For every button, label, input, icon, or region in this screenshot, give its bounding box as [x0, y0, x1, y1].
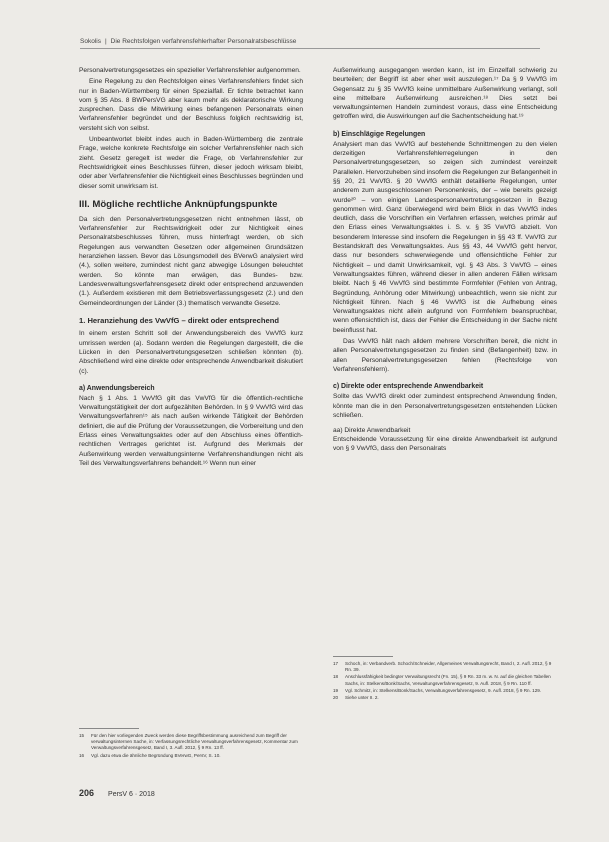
journal-issue: PersV 6 · 2018 — [108, 791, 155, 798]
footnote: 20 Siehe unter II. 2. — [333, 695, 379, 701]
footnote: 18 Anschlussfähigkeit bedingter Verwaltungsrecht (Fn. 15), § 9 Rn. 33 m. w. N. auf die gleichen Tabellen Sachs, in: Stelkens/Bonk/Sachs, Verwaltungsverfahrensgesetz, 9. Aufl. 2018, § 9 Rn. 110 ff. — [333, 674, 551, 686]
subsubsection-heading: a) Anwendungsbereich — [79, 384, 155, 392]
subsubsection-heading: b) Einschlägige Regelungen — [333, 130, 426, 138]
footnote: 16 Vgl. dazu etwa die ähnliche Begründung BVerwG, PersV, S. 10. — [79, 752, 221, 758]
paragraph: Entscheidende Voraussetzung für eine direkte Anwendbarkeit ist aufgrund von § 9 VwVfG, dass den Personalrats — [333, 436, 557, 453]
footnotes-left — [79, 722, 303, 760]
subsubsubsection-heading: aa) Direkte Anwendbarkeit — [333, 427, 411, 435]
footnote: 15 Für den hier vorliegenden Zweck werden diese Begriffsbestimmung ausreichend zum Begriff der verwaltungsinternen Sache, in: Verfassungsrechtliche Verwaltungsverfahrensgesetz, Kommentar zum Verwaltungsverfahrensgesetz, Band I, 3. Aufl. 2012, § 9 Rn. 13 ff. — [79, 733, 298, 751]
header-separator: | — [104, 38, 107, 45]
footnote: 17 Schoch, in: Verbandverb. Schoch/Schneider, Allgemeines Verwaltungsrecht, Band I, 2. Aufl. 2012, § 9 Rn. 39. — [333, 661, 552, 673]
paragraph: Analysiert man das VwVfG auf bestehende Schnittmengen zu den vielen derzeitigen Verfahrensfehlerregelungen in den Personalvertretungsgesetzen, so zeigen sich zumindest vereinzelt Parallelen. Hervorzuheben sind insofern die Regelungen zur Befangenheit in §§ 20, 21 VwVfG. § 20 VwVfG enthält detaillierte Regelungen, unter anderem zum ausgeschlossenen Personenkreis, der – wie bereits gezeigt wurde²⁰ – von einigen Landespersonalvertretungsgesetzen in Bezug genommen wird. Ganz überwiegend wird beim Blick in das VwVfG indes deutlich, dass die Vorschriften ein Verfahren erfassen, welches primär auf den Erlass eines Verwaltungsaktes i. S. v. § 35 VwVfG abzielt. Von besonderem Interesse sind insofern die Regelungen in §§ 43 ff. VwVfG zur Bestandskraft des Verwaltungsaktes. Aus §§ 43, 44 VwVfG geht hervor, dass nur besonders schwerwiegende und offensichtliche Fehler zur Nichtigkeit – und damit Unwirksamkeit, vgl. § 43 Abs. 3 VwVfG – eines Verwaltungsaktes führen, während dieser in allen anderen Fällen wirksam bleibt. Nach § 46 VwVfG sind bestimmte Formfehler (Fehlen von Antrag, Begründung, Anhörung oder Mitwirkung) unbeachtlich, wenn sie nicht zur Nichtigkeit führen. Nach § 46 VwVfG ist die Aufhebung eines Verwaltungsaktes nicht allein aufgrund von Formfehlern beanspruchbar, wenn offensichtlich ist, dass der Fehler die Entscheidung in der Sache nicht beeinflusst hat. — [333, 140, 557, 334]
paragraph: Eine Regelung zu den Rechtsfolgen eines Verfahrensfehlers findet sich nur in Baden-Württemberg für einen Spezialfall. Er tichte betrachtet kann vom § 35 Abs. 8 BWPersVG aber kaum mehr als deklaratorische Wirkung zusprechen. Dass die Mitwirkung eines befangenen Personalrats einen Verfahrensfehler begründet und der Beschluss folglich rechtswidrig ist, versteht sich von selbst. — [79, 78, 303, 132]
right-column — [333, 66, 557, 456]
header-title: Die Rechtsfolgen verfahrensfehlerhafter Personalratsbeschlüsse — [110, 38, 297, 45]
subsubsection-heading: c) Direkte oder entsprechende Anwendbarkeit — [333, 383, 484, 391]
paragraph: Da sich den Personalvertretungsgesetzen nicht entnehmen lässt, ob Verfahrensfehler zur Rechtswidrigkeit oder zur Nichtigkeit eines Personalratsbeschlusses führen, muss hinterfragt werden, ob sich Regelungen aus verwandten Gesetzen oder allgemeinen Grundsätzen heranziehen lassen. Bevor das Lösungsmodell des BVerwG analysiert wird (4.), sollen weitere, zumindest nicht ganz abwegige Lösungen beleuchtet werden. So könnte man erwägen, das Bundes- bzw. Landesverwaltungsverfahrensgesetz direkt oder entsprechend anzuwenden (1.). Außerdem existieren mit dem Betriebsverfassungsgesetz (2.) und den Gemeindeordnungen der Länder (3.) thematisch verwandte Gesetze. — [79, 215, 303, 307]
paragraph: Das VwVfG hält nach alldem mehrere Vorschriften bereit, die nicht in allen Personalvertretungsgesetzen zu finden sind (Befangenheit) bzw. in allen Personalvertretungsgesetzen fehlen (Rechtsfolge von Verfahrensfehlern). — [333, 338, 557, 373]
paragraph: Personalvertretungsgesetzes ein spezieller Verfahrensfehler aufgenommen. — [79, 67, 301, 74]
section-heading: III. Mögliche rechtliche Anknüpfungspunkte — [79, 198, 278, 210]
left-column — [79, 66, 303, 470]
page-footer — [79, 788, 549, 798]
footnote-rule — [79, 728, 139, 729]
paragraph: Nach § 1 Abs. 1 VwVfG gilt das VwVfG für die öffentlich-rechtliche Verwaltungstätigkeit der dort aufgezählten Behörden. In § 9 VwVfG wird das Verwaltungsverfahren¹⁵ als nach außen wirkende Tätigkeit der Behörden definiert, die auf die Prüfung der Voraussetzungen, die Vorbereitung und den Erlass eines Verwaltungsaktes oder auf den Abschluss eines öffentlich-rechtlichen Vertrages gerichtet ist. Aufgrund des Merkmals der Außenwirkung werden verwaltungsinterne Verfahrenshandlungen nicht als Teil des Verwaltungsverfahrens behandelt.¹⁶ Wenn nun einer — [79, 394, 303, 467]
paragraph: Unbeantwortet bleibt indes auch in Baden-Württemberg die zentrale Frage, welche konkrete Rechtsfolge ein solcher Verfahrensfehler nach sich zieht. Gesetz geregelt ist weder die Frage, ob Verfahrensfehler zur Rechtswidrigkeit eines Beschlusses führen, dieser jedoch wirksam bleibt, oder aber Verfahrensfehler die Nichtigkeit eines Beschlusses begründen und dieser somit unwirksam ist. — [79, 136, 303, 190]
running-header — [80, 38, 540, 49]
page-number: 206 — [79, 788, 95, 798]
footnote: 19 Vgl. Schmitz, in: Stelkens/Bonk/Sachs, Verwaltungsverfahrensgesetz, 9. Aufl. 2018, § 9 Rn. 129. — [333, 687, 542, 693]
paragraph: In einem ersten Schritt soll der Anwendungsbereich des VwVfG kurz umrissen werden (a). Sodann werden die Regelungen dargestellt, die die Lücken in den Personalvertretungsgesetzen schließen könnten (b). Abschließend wird eine direkte oder entsprechende Anwendbarkeit diskutiert (c). — [79, 330, 303, 375]
subsection-heading: 1. Heranziehung des VwVfG – direkt oder entsprechend — [79, 315, 280, 325]
header-author: Sokolis — [80, 38, 101, 45]
paragraph: Sollte das VwVfG direkt oder zumindest entsprechend Anwendung finden, könnte man die in den Personalvertretungsgesetzen entstehenden Lücken schließen. — [333, 393, 557, 419]
paragraph: Außenwirkung ausgegangen werden kann, ist im Einzelfall schwierig zu beurteilen; der Begriff ist aber eher weit auszulegen.¹⁷ Da § 9 VwVfG im Gegensatz zu § 35 VwVfG keine unmittelbare Außenwirkung verlangt, soll eine mittelbare Außenwirkung ausreichen.¹⁸ Dies setzt bei verwaltungsinternen Handeln zumindest voraus, dass eine Entscheidung getroffen wird, die Auswirkungen auf die Sachentscheidung hat.¹⁹ — [333, 67, 557, 121]
footnote-rule — [333, 656, 393, 657]
footnotes-right — [333, 650, 557, 702]
